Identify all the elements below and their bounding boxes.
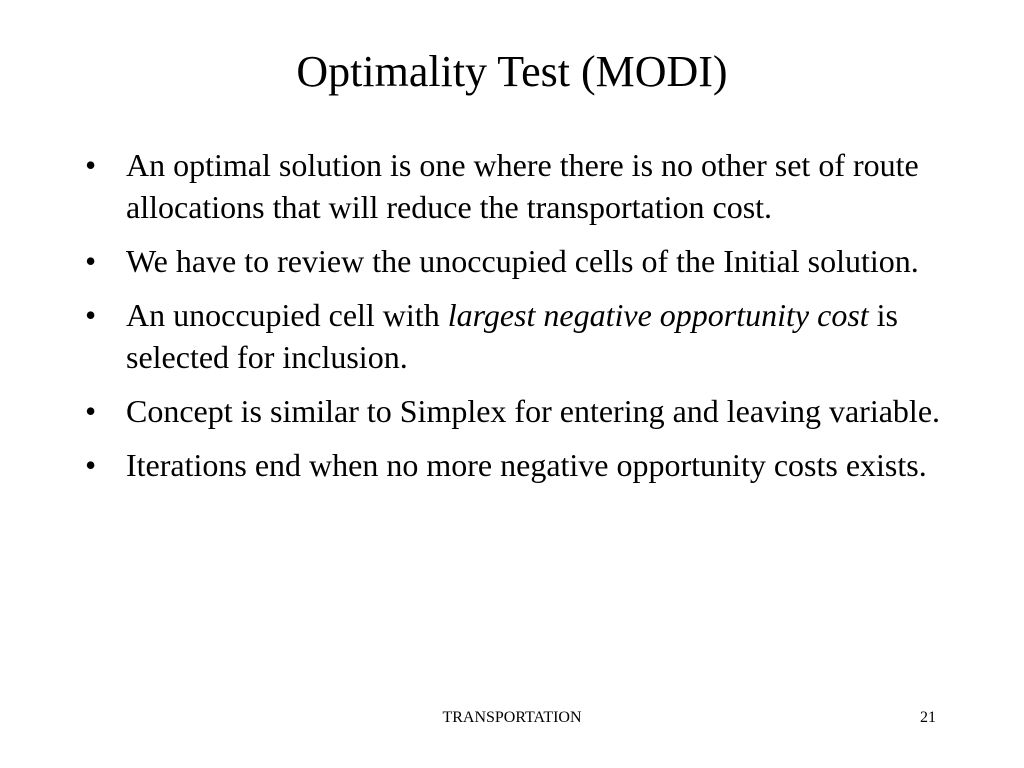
bullet-marker: •: [85, 297, 97, 333]
bullet-text-after: is selected for inclusion.: [126, 297, 898, 375]
bullet-marker: •: [85, 147, 97, 183]
bullet-item: [83, 240, 943, 282]
bullet-marker: •: [85, 243, 97, 279]
bullet-item: [83, 390, 943, 432]
bullet-emphasis: largest negative opportunity cost: [447, 297, 869, 333]
page-number: 21: [920, 709, 936, 726]
bullet-marker: •: [85, 447, 97, 483]
bullet-text-before: An unoccupied cell with: [126, 297, 448, 333]
bullet-item: [83, 144, 943, 228]
bullet-marker: •: [85, 393, 97, 429]
bullet-item: [83, 294, 943, 378]
footer-label: TRANSPORTATION: [442, 709, 582, 726]
bullet-text: Concept is similar to Simplex for entering and leaving variable.: [126, 393, 941, 429]
bullet-item: [83, 444, 943, 486]
slide-title: Optimality Test (MODI): [296, 47, 728, 96]
bullet-text: Iterations end when no more negative opportunity costs exists.: [126, 447, 927, 483]
bullet-text: An optimal solution is one where there is no other set of route allocations that will reduce the transportation cost.: [126, 147, 919, 225]
bullet-list: [83, 144, 943, 498]
bullet-text: We have to review the unoccupied cells of the Initial solution.: [126, 243, 919, 279]
